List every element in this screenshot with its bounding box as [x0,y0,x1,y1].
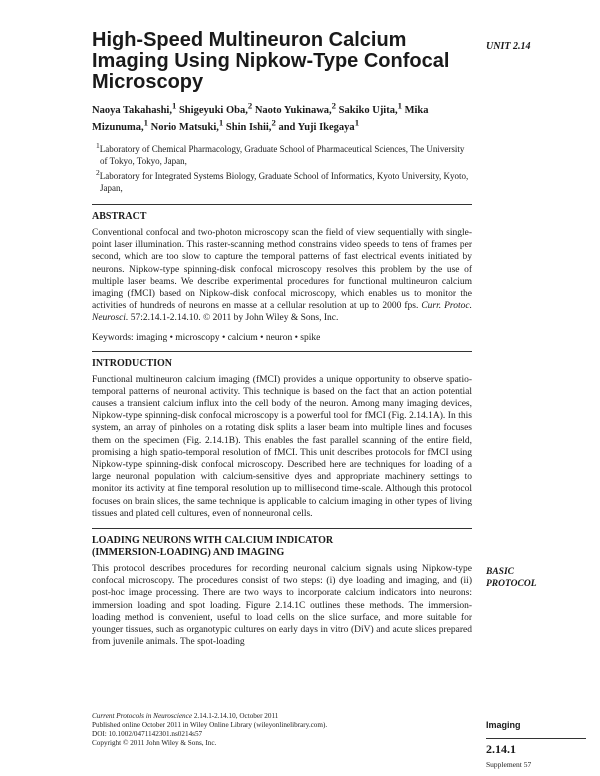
abstract-text: Conventional confocal and two-photon microscopy scan the field of view sequentially with single-point laser illumination. This raster-scanning method constrains video speeds to tens of frames per second, which are too slow to capture the temporal patterns of fast electrical events initiated by neurons. Nipkow-type spinning-disk confocal microscopy resolves this problem by the use of multiple laser beams. We describe experimental procedures for functional multineuron calcium imaging (fMCI) based on Nipkow-disk confocal microscopy, which enables us to monitor the activities of hundreds of neurons en masse at a cellular resolution at up to 2000 fps. Curr. Protoc. Neurosci. 57:2.14.1-2.14.10. © 2011 by John Wiley & Sons, Inc. [92,228,472,324]
footer-published-line: Published online October 2011 in Wiley Online Library (wileyonlinelibrary.com). [92,721,328,729]
footer-copyright: Copyright © 2011 John Wiley & Sons, Inc. [92,739,217,747]
article-title: High-Speed Multineuron Calcium Imaging Using Nipkow-Type Confocal Microscopy [92,29,450,93]
footer-section-label: Imaging [486,720,521,730]
abstract-heading: ABSTRACT [92,211,147,222]
footer-doi: DOI: 10.1002/0471142301.ns0214s57 [92,730,203,738]
author: Naoya Takahashi,$^1$ [92,100,177,116]
keywords: Keywords: imaging • microscopy • calcium • neuron • spike [92,332,321,343]
loading-text: This protocol describes procedures for recording neuronal calcium signals using Nipkow-type confocal microscopy. The procedures consist of two steps: (i) dye loading and imaging, and (ii) post-hoc image processing. There are two ways to incorporate calcium indicators into neurons: immersion loading and spot loading. Figure 2.14.1C outlines these methods. The immersion-loading method is convenient, useful to load cells on the slice surface, and more suitable for younger tissues, such as organotypic cultures on early days in vitro (DiV) and acute slices prepared from juvenile animals. The spot-loading [92,564,472,648]
author: and Yuji Ikegaya$^1$ [275,117,360,133]
introduction-heading: INTRODUCTION [92,357,173,369]
affiliations [92,140,472,194]
footer-divider [486,738,586,739]
author-list [92,99,472,134]
page-number: 2.14.1 [486,742,516,756]
basic-protocol-label: BASIC PROTOCOL [486,567,537,589]
author: Shin Ishii,$^2$ [223,117,276,133]
author: Norio Matsuki,$^1$ [148,117,224,133]
author: Naoto Yukinawa,$^2$ [252,100,337,116]
loading-section [92,535,472,648]
footer-journal-line: Current Protocols in Neuroscience 2.14.1-2.14.10, October 2011 [92,712,279,720]
supplement-label: Supplement 57 [486,760,532,769]
author: Sakiko Ujita,$^1$ [336,100,402,116]
main-column [92,30,472,648]
introduction-text: Functional multineuron calcium imaging (fMCI) provides a unique opportunity to observe spatio-temporal patterns of neuronal activity. This technique is based on the fact that an action potential causes a transient calcium influx into the cell body of the neuron. Among many imaging devices, Nipkow-type spinning-disk confocal microscopy is a powerful tool for fMCI (Fig. 2.14.1A). In this system, an array of pinholes on a rotating disk splits a laser beam into multiple lines and focuses them on the specimen (Fig. 2.14.1B). This enables the fast parallel scanning of the entire field, promising a high spatio-temporal resolution of fMCI. This unit describes protocols for fMCI using Nipkow-type spinning-disk confocal microscopy. Described here are techniques for loading of a large neuronal population with calcium-sensitive dyes and appropriate machinery settings to monitor its activity at fine temporal resolution up to millisecond time-scale. Although this protocol focuses on brain slices, the same technique is applicable to calcium imaging in other types of living tissues and plated cell cultures, even of nonneuronal cells. [92,374,472,519]
page-footer [92,712,472,748]
divider [92,204,472,205]
abstract-section [92,211,472,343]
affiliation-1: $^1$Laboratory of Chemical Pharmacology, Graduate School of Pharmaceutical Sciences, The University of Tokyo, Tokyo, Japan, [96,141,465,166]
unit-label: UNIT 2.14 [486,41,531,52]
author: Mika Mizunuma,$^1$ [92,104,429,133]
loading-heading-line-2: (IMMERSION-LOADING) AND IMAGING [92,547,285,559]
divider [92,528,472,529]
introduction-section [92,358,472,520]
author: Shigeyuki Oba,$^2$ [176,100,253,116]
loading-heading-line-1: LOADING NEURONS WITH CALCIUM INDICATOR [92,535,334,547]
divider [92,351,472,352]
affiliation-2: $^2$Laboratory for Integrated Systems Biology, Graduate School of Informatics, Kyoto University, Kyoto, Japan, [96,168,469,193]
